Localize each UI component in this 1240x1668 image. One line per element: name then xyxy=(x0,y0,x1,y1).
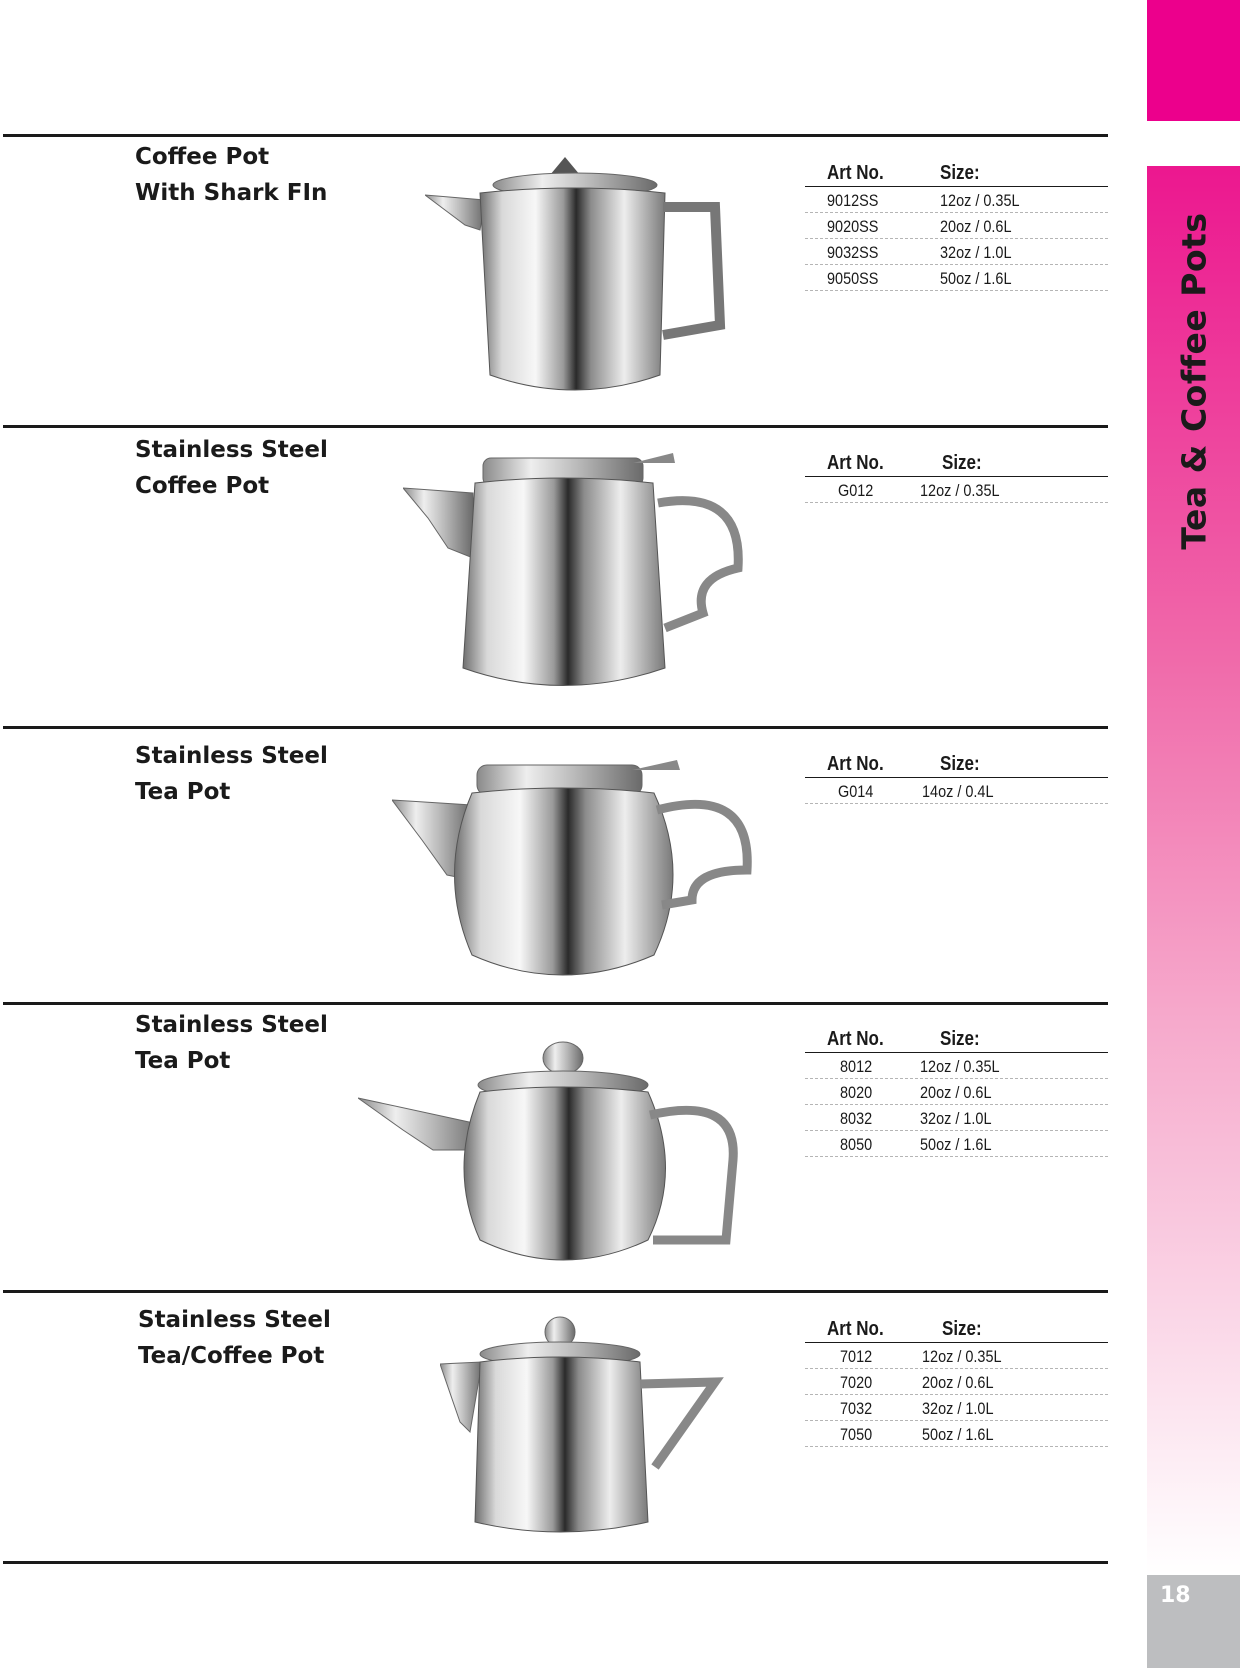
size-cell: 20oz / 0.6L xyxy=(922,1373,994,1392)
spec-header-row xyxy=(805,1316,1108,1343)
size-cell: 50oz / 1.6L xyxy=(940,269,1012,288)
art-no-cell: 9032SS xyxy=(827,243,879,262)
art-no-header: Art No. xyxy=(827,452,884,474)
section-divider xyxy=(3,134,1108,137)
size-header: Size: xyxy=(940,1028,980,1050)
spec-row xyxy=(805,213,1108,239)
coffee-pot-shark-fin-image xyxy=(425,155,735,405)
stainless-tea-pot-knob-lid-image xyxy=(358,1040,743,1275)
section-divider xyxy=(3,1561,1108,1564)
product-title-line2: Tea Pot xyxy=(135,779,231,805)
product-title xyxy=(138,1302,331,1374)
spec-row xyxy=(805,265,1108,291)
size-cell: 32oz / 1.0L xyxy=(920,1109,992,1128)
spec-table xyxy=(805,751,1108,804)
page-number: 18 xyxy=(1160,1583,1191,1608)
art-no-cell: 9050SS xyxy=(827,269,879,288)
spec-row xyxy=(805,1395,1108,1421)
stainless-coffee-pot-image xyxy=(403,448,753,698)
sidebar-top-block xyxy=(1147,0,1240,121)
product-title xyxy=(135,1007,328,1079)
art-no-cell: G014 xyxy=(838,782,874,801)
art-no-header: Art No. xyxy=(827,753,884,775)
art-no-cell: 7050 xyxy=(840,1425,873,1444)
spec-row xyxy=(805,187,1108,213)
size-cell: 12oz / 0.35L xyxy=(920,1057,1000,1076)
spec-row xyxy=(805,1131,1108,1157)
spec-header-row xyxy=(805,450,1108,477)
spec-row xyxy=(805,1369,1108,1395)
spec-row xyxy=(805,1105,1108,1131)
spec-row xyxy=(805,778,1108,804)
size-cell: 20oz / 0.6L xyxy=(920,1083,992,1102)
spec-row xyxy=(805,239,1108,265)
size-cell: 12oz / 0.35L xyxy=(920,481,1000,500)
art-no-header: Art No. xyxy=(827,162,884,184)
art-no-cell: 7032 xyxy=(840,1399,873,1418)
product-title-line2: Tea/Coffee Pot xyxy=(138,1343,325,1369)
size-header: Size: xyxy=(940,162,980,184)
spec-row xyxy=(805,1079,1108,1105)
section-divider xyxy=(3,1290,1108,1293)
sidebar-title-box xyxy=(1147,166,1240,566)
size-cell: 12oz / 0.35L xyxy=(940,191,1020,210)
product-title-line2: Tea Pot xyxy=(135,1048,231,1074)
spec-row xyxy=(805,1421,1108,1447)
art-no-cell: 7020 xyxy=(840,1373,873,1392)
product-title xyxy=(135,139,327,211)
tea-coffee-pot-image xyxy=(440,1312,730,1542)
spec-row xyxy=(805,1053,1108,1079)
product-title-line2: Coffee Pot xyxy=(135,473,270,499)
art-no-header: Art No. xyxy=(827,1028,884,1050)
spec-table xyxy=(805,1316,1108,1447)
spec-header-row xyxy=(805,1026,1108,1053)
product-title-line1: Stainless Steel xyxy=(135,743,328,769)
size-header: Size: xyxy=(942,1318,982,1340)
art-no-cell: 9012SS xyxy=(827,191,879,210)
product-title-line1: Stainless Steel xyxy=(138,1307,331,1333)
product-title-line2: With Shark FIn xyxy=(135,180,328,206)
size-cell: 50oz / 1.6L xyxy=(920,1135,992,1154)
section-divider xyxy=(3,425,1108,428)
section-divider xyxy=(3,726,1108,729)
product-title-line1: Stainless Steel xyxy=(135,1012,328,1038)
art-no-cell: G012 xyxy=(838,481,874,500)
spec-table xyxy=(805,450,1108,503)
size-cell: 50oz / 1.6L xyxy=(922,1425,994,1444)
section-divider xyxy=(3,1002,1108,1005)
product-title-line1: Coffee Pot xyxy=(135,144,270,170)
size-cell: 20oz / 0.6L xyxy=(940,217,1012,236)
size-header: Size: xyxy=(942,452,982,474)
art-no-header: Art No. xyxy=(827,1318,884,1340)
spec-header-row xyxy=(805,751,1108,778)
spec-table xyxy=(805,1026,1108,1157)
size-cell: 32oz / 1.0L xyxy=(922,1399,994,1418)
spec-header-row xyxy=(805,160,1108,187)
art-no-cell: 8020 xyxy=(840,1083,873,1102)
spec-table xyxy=(805,160,1108,291)
art-no-cell: 7012 xyxy=(840,1347,873,1366)
art-no-cell: 8012 xyxy=(840,1057,873,1076)
spec-row xyxy=(805,477,1108,503)
art-no-cell: 8050 xyxy=(840,1135,873,1154)
product-title xyxy=(135,432,328,504)
product-title xyxy=(135,738,328,810)
art-no-cell: 8032 xyxy=(840,1109,873,1128)
product-title-line1: Stainless Steel xyxy=(135,437,328,463)
size-cell: 14oz / 0.4L xyxy=(922,782,994,801)
stainless-tea-pot-image xyxy=(392,755,767,985)
size-cell: 12oz / 0.35L xyxy=(922,1347,1002,1366)
size-cell: 32oz / 1.0L xyxy=(940,243,1012,262)
spec-row xyxy=(805,1343,1108,1369)
size-header: Size: xyxy=(940,753,980,775)
art-no-cell: 9020SS xyxy=(827,217,879,236)
sidebar-title: Tea & Coffee Pots xyxy=(1174,212,1213,550)
